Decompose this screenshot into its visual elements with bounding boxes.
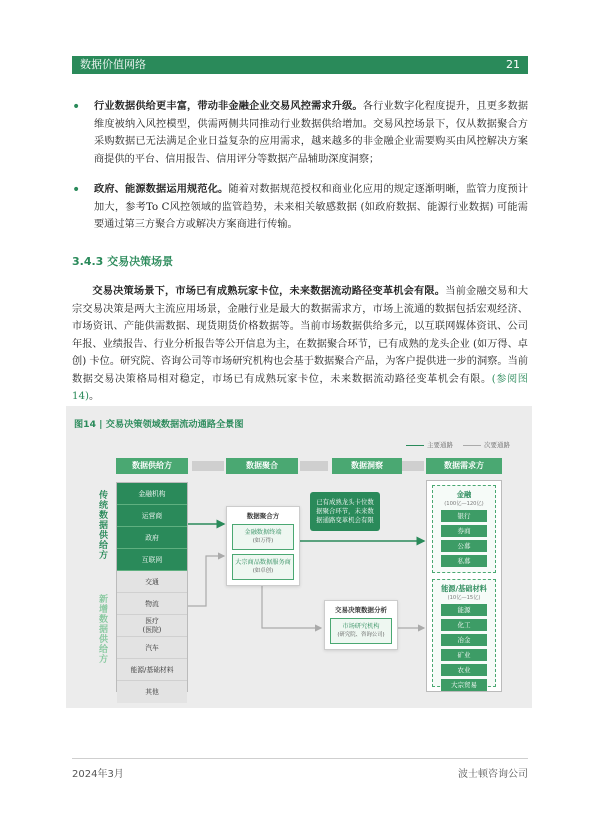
demand-item: 私募 xyxy=(441,555,487,567)
aggregator-item-sub: (如万得) xyxy=(252,538,274,544)
arrow-aggregator-to-analyst xyxy=(262,586,321,628)
supply-item: 物流 xyxy=(117,593,187,615)
paragraph-body: 当前金融交易和大宗交易决策是两大主流应用场景，金融行业是最大的数据需求方，市场上流通的数据包括宏观经济、市场资讯、产能供需数据、现货期货价格数据等。当前市场数据供给多元，以互联网媒体资讯、公司年报、业绩报告、行业分析报告等公开信息为主，在数据聚合环节，已有成熟的龙头企业 (如万得、卓创) 卡位。研究院、咨询公司等市场研究机构也会基于数据聚合产品，为客户提供进一步的洞察。当前数据交易决策格局相对稳定，市场已有成熟玩家卡位，未来数据流动路径变革机会有限。 xyxy=(72,286,529,385)
aggregator-item xyxy=(232,524,294,550)
demand-item: 冶金 xyxy=(441,634,487,646)
supply-item: 交通 xyxy=(117,571,187,593)
traditional-supply-label: 传统数据供给方 xyxy=(97,490,107,560)
header-title: 数据价值网络 xyxy=(80,58,146,71)
bullet-text xyxy=(94,181,528,234)
demand-group-finance xyxy=(432,485,496,573)
aggregator-title: 数据聚合方 xyxy=(246,512,280,520)
demand-item: 券商 xyxy=(441,525,487,537)
insight-callout: 已有成熟龙头卡位数据聚合环节，未来数据通路变革机会有限 xyxy=(310,492,380,531)
demand-item: 大宗贸易 xyxy=(441,679,487,691)
figure-reference-link[interactable]: (参阅图14) xyxy=(72,373,528,402)
paragraph-end: 。 xyxy=(88,391,100,402)
stage-insight: 数据洞察 xyxy=(332,458,402,474)
analyst-item xyxy=(330,618,392,644)
figure-14 xyxy=(66,406,532,708)
aggregator-box xyxy=(226,506,300,586)
demand-group-title: 能源/基础材料 xyxy=(441,584,487,593)
paragraph-lead: 交易决策场景下，市场已有成熟玩家卡位，未来数据流动路径变革机会有限。 xyxy=(92,285,446,297)
bullet-dot-icon: • xyxy=(72,182,81,198)
bullet-item xyxy=(72,98,528,168)
bullet-item xyxy=(72,181,528,234)
analyst-name: 市场研究机构 xyxy=(342,623,380,630)
arrow-new-supply-to-aggregator xyxy=(188,556,224,606)
legend-secondary-label: 次要通路 xyxy=(484,441,510,449)
demand-group-sub: (10亿—15亿) xyxy=(447,595,481,601)
footer-date: 2024年3月 xyxy=(72,769,124,780)
stage-aggregation: 数据聚合 xyxy=(226,458,298,474)
supply-item: 金融机构 xyxy=(117,483,187,505)
bullet-lead: 政府、能源数据运用规范化。 xyxy=(94,183,229,195)
stage-supply: 数据供给方 xyxy=(116,458,188,474)
page-header xyxy=(72,56,528,74)
demand-item: 公募 xyxy=(441,540,487,552)
analyst-sub: (研究院、咨询公司) xyxy=(337,632,385,638)
supply-item: 政府 xyxy=(117,527,187,549)
stage-demand: 数据需求方 xyxy=(426,458,502,474)
analyst-title: 交易决策数据分析 xyxy=(335,606,387,614)
aggregator-item-name: 金融数据终端 xyxy=(244,529,282,536)
supply-item: 运营商 xyxy=(117,505,187,527)
demand-group-sub: (100亿—120亿) xyxy=(444,501,484,507)
legend-main-label: 主要通路 xyxy=(427,441,453,449)
supply-item: 互联网 xyxy=(117,549,187,571)
section-title: 3.4.3 交易决策场景 xyxy=(72,255,174,268)
footer-divider xyxy=(72,758,528,759)
demand-group-energy xyxy=(432,579,496,687)
aggregator-item-sub: (如卓创) xyxy=(252,568,274,574)
figure-title: 图14 | 交易决策领域数据流动通路全景图 xyxy=(74,419,244,430)
aggregator-item xyxy=(232,554,294,580)
demand-item: 农业 xyxy=(441,664,487,676)
bullet-text xyxy=(94,98,528,168)
bullet-dot-icon: • xyxy=(72,99,81,115)
bullet-lead: 行业数据供给更丰富，带动非金融企业交易风控需求升级。 xyxy=(94,100,363,112)
analyst-box xyxy=(324,600,398,650)
supply-item: 医疗 (医院) xyxy=(117,615,187,637)
demand-item: 银行 xyxy=(441,510,487,522)
bullet-list xyxy=(72,98,528,247)
demand-item: 化工 xyxy=(441,619,487,631)
supply-item: 其他 xyxy=(117,681,187,703)
supply-item: 能源/基础材料 xyxy=(117,659,187,681)
page-number: 21 xyxy=(506,58,520,71)
supply-item: 汽车 xyxy=(117,637,187,659)
demand-column xyxy=(426,480,502,692)
demand-item: 矿业 xyxy=(441,649,487,661)
body-paragraph xyxy=(72,283,528,406)
bullet-body: 各行业数字化程度提升，且更多数据维度被纳入风控模型，供需两侧共同推动行业数据供给增加。交易风控场景下，仅从数据聚合方采购数据已无法满足企业日益复杂的应用需求，越来越多的非金融企业需要购买由风控解决方案商提供的平台、信用报告、信用评分等数据产品辅助深度洞察； xyxy=(94,101,529,165)
aggregator-item-name: 大宗商品数据服务商 xyxy=(235,559,291,566)
demand-item: 能源 xyxy=(441,604,487,616)
new-supply-label: 新增数据供给方 xyxy=(97,594,107,664)
bullet-body: 随着对数据规范授权和商业化应用的规定逐渐明晰，监管力度预计加大，参考To C风控领域的监管趋势，未来相关敏感数据 (如政府数据、能源行业数据) 可能需要通过第三方聚合方或解决方案商进行传输。 xyxy=(94,184,529,230)
demand-group-title: 金融 xyxy=(456,490,472,499)
supply-column xyxy=(116,482,188,696)
footer-company: 波士顿咨询公司 xyxy=(458,769,528,780)
